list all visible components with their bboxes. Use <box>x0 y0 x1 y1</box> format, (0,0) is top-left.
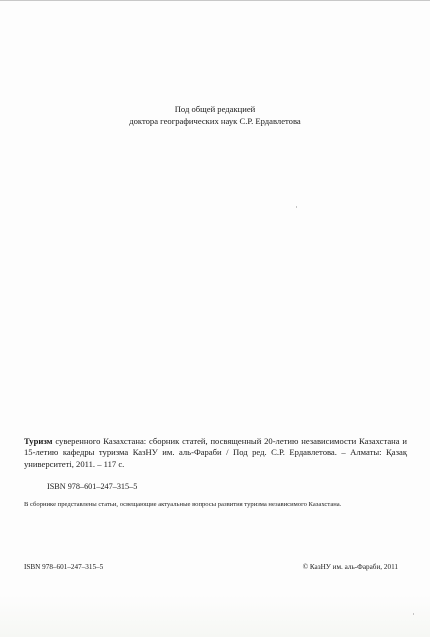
isbn-number: ISBN 978–601–247–315–5 <box>47 482 138 491</box>
abstract-text: В сборнике представлены статьи, освещающие актуальные вопросы развития туризма независимого Казахстана. <box>24 501 342 508</box>
scan-speck <box>296 206 297 208</box>
bibliographic-record <box>24 436 407 470</box>
editor-credit <box>60 104 370 127</box>
page-top-edge <box>0 0 430 1</box>
bibliographic-description: суверенного Казахстана: сборник статей, посвященный 20-летию независимости Казахстана и 15-летию кафедры туризма КазНУ им. аль-Фараби / Под ред. С.Р. Ердавлетова. – Алматы: Қазақ университетi, 2011. – 117 с. <box>24 436 407 469</box>
footer-copyright: © КазНУ им. аль-Фараби, 2011 <box>302 563 398 571</box>
footer-isbn: ISBN 978–601–247–315–5 <box>24 563 104 571</box>
bibliographic-title-lead: Туризм <box>24 436 53 446</box>
editor-credit-line-1: Под общей редакцией <box>174 104 256 114</box>
scan-speck <box>413 613 414 615</box>
scan-shading <box>0 595 430 637</box>
editor-credit-line-2: доктора географических наук С.Р. Ердавлетова <box>129 115 301 126</box>
